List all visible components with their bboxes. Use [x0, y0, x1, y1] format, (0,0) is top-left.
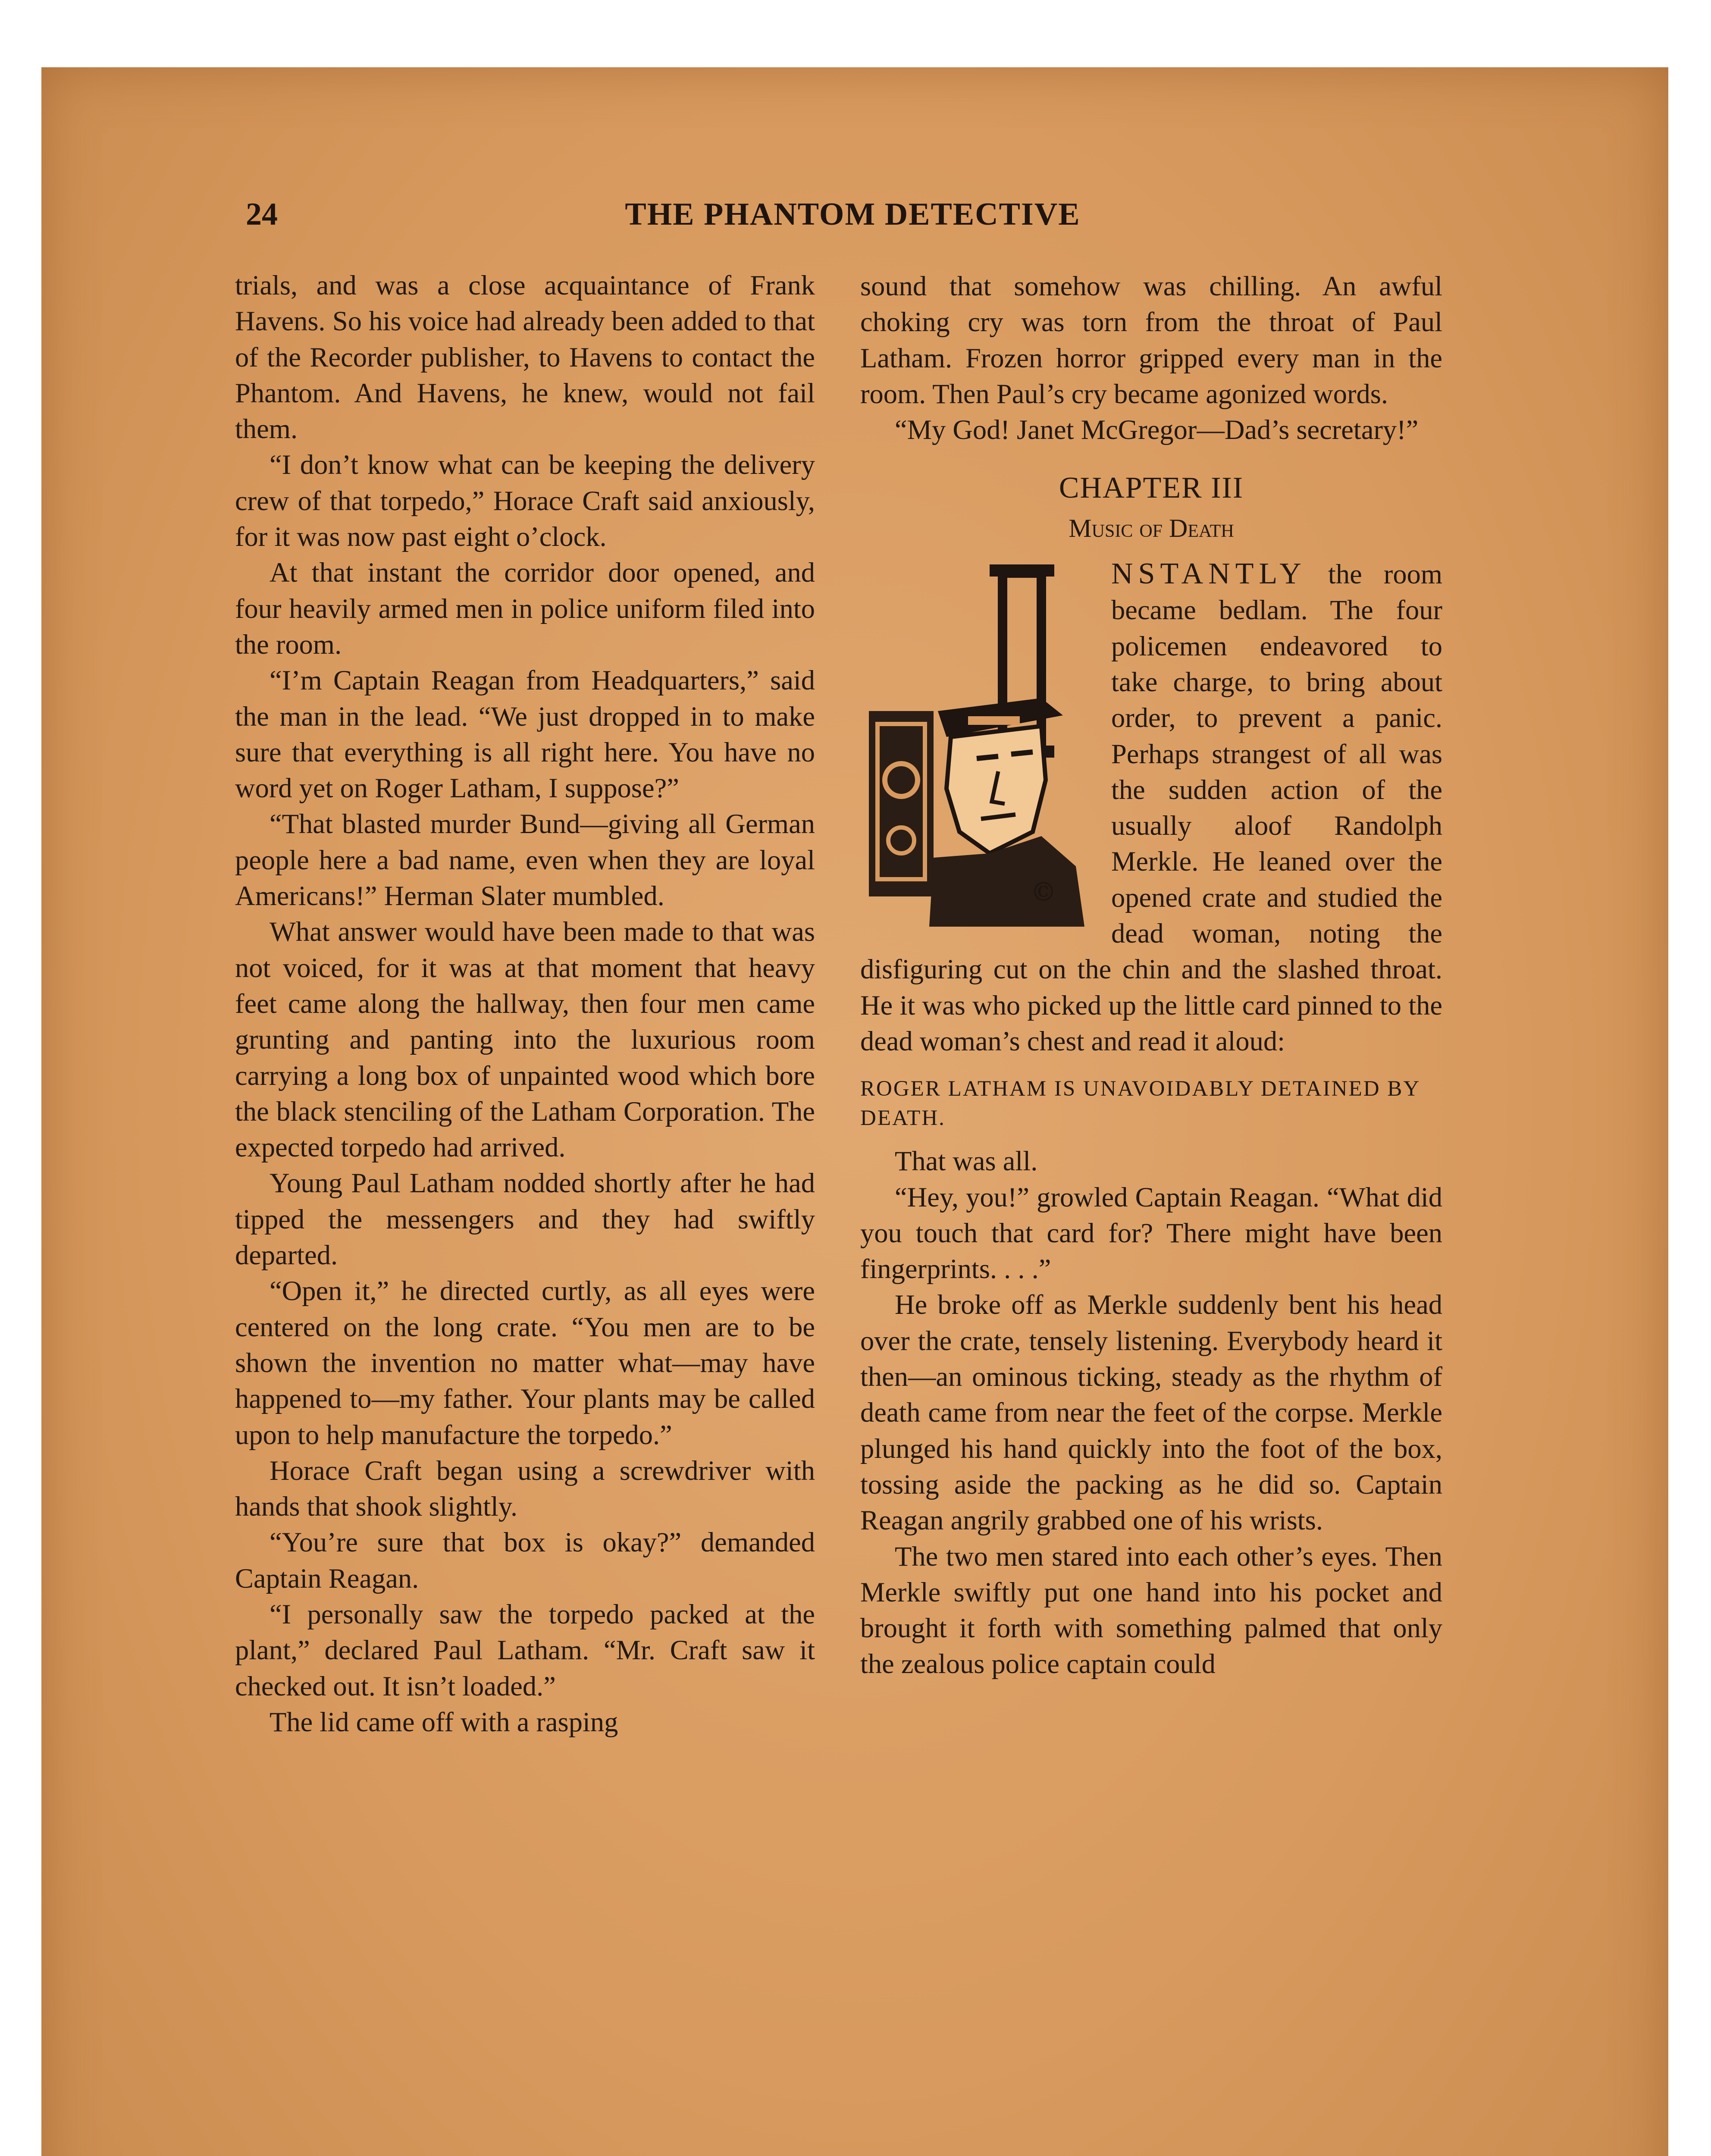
policeman-illustration-icon	[860, 556, 1102, 935]
chapter-opening-word: NSTANTLY	[1111, 557, 1307, 591]
paragraph: The two men stared into each other’s eyes. Then Merkle swiftly put one hand into his pocket and brought it forth with something palmed that only the zealous police captain could	[860, 1541, 1442, 1680]
paragraph: “That blasted murder Bund—giving all German people here a bad name, even when they are loyal Americans!” Herman Slater mumbled.	[235, 808, 815, 912]
paragraph: “Open it,” he directed curtly, as all eyes were centered on the long crate. “You men are to be shown the invention no matter what—may have happened to—my father. Your plants may be called upon to help manufacture the torpedo.”	[235, 1275, 815, 1450]
left-column	[235, 267, 815, 1740]
paragraph: “I don’t know what can be keeping the delivery crew of that torpedo,” Horace Craft said anxiously, for it was now past eight o’clock.	[235, 449, 815, 552]
paragraph: “I’m Captain Reagan from Headquarters,” said the man in the lead. “We just dropped in to make sure that everything is all right here. You have no word yet on Roger Latham, I suppose?”	[235, 665, 815, 804]
chapter-opening-text: the room became bedlam. The four policemen endeavored to take charge, to bring about order, to prevent a panic. Perhaps strangest of all was the sudden action of the usually aloof Randolph Merkle. He leaned over the opened crate and studied the dead woman, noting the disfiguring cut on the chin and the slashed throat. He it was who picked up the little card pinned to the dead woman’s chest and read it aloud:	[860, 559, 1442, 1056]
page-number: 24	[246, 197, 278, 232]
paragraph: Young Paul Latham nodded shortly after he had tipped the messengers and they had swiftly departed.	[235, 1168, 815, 1271]
svg-text:©: ©	[1031, 877, 1056, 908]
right-column	[860, 268, 1442, 1682]
paragraph: “My God! Janet McGregor—Dad’s secretary!”	[895, 414, 1419, 445]
paragraph: “I personally saw the torpedo packed at the plant,” declared Paul Latham. “Mr. Craft saw it checked out. It isn’t loaded.”	[235, 1598, 815, 1702]
chapter-number: CHAPTER III	[1059, 471, 1244, 505]
paragraph: Horace Craft began using a screwdriver with hands that shook slightly.	[235, 1455, 815, 1522]
paragraph: He broke off as Merkle suddenly bent his head over the crate, tensely listening. Everybody heard it then—an ominous ticking, steady as the rhythm of death came from near the feet of the corpse. Merkle plunged his hand quickly into the foot of the box, tossing aside the packing as he did so. Captain Reagan angrily grabbed one of his wrists.	[860, 1289, 1442, 1536]
paragraph: sound that somehow was chilling. An awful choking cry was torn from the throat of Paul Latham. Frozen horror gripped every man in the room. Then Paul’s cry became agonized words.	[860, 271, 1442, 409]
running-header	[246, 188, 1460, 235]
card-notice: ROGER LATHAM IS UNAVOIDABLY DETAINED BY DEATH.	[860, 1077, 1420, 1131]
chapter-opening-paragraph	[860, 556, 1442, 1059]
paragraph: “Hey, you!” growled Captain Reagan. “What did you touch that card for? There might have been fingerprints. . . .”	[860, 1181, 1442, 1285]
paragraph: That was all.	[895, 1146, 1038, 1177]
paragraph: What answer would have been made to that was not voiced, for it was at that moment that heavy feet came along the hallway, then four men came grunting and panting into the luxurious room carrying a long box of unpainted wood which bore the black stenciling of the Latham Corporation. The expected torpedo had arrived.	[235, 916, 815, 1163]
chapter-title: Music of Death	[1069, 514, 1234, 542]
paragraph: The lid came off with a rasping	[269, 1706, 618, 1737]
paragraph: At that instant the corridor door opened, and four heavily armed men in police uniform filed into the room.	[235, 557, 815, 660]
running-title: THE PHANTOM DETECTIVE	[625, 197, 1081, 232]
paragraph: trials, and was a close acquaintance of Frank Havens. So his voice had already been added to that of the Recorder publisher, to Havens to contact the Phantom. And Havens, he knew, would not fail them.	[235, 270, 815, 445]
illustrated-drop-cap	[860, 556, 1102, 935]
paragraph: “You’re sure that box is okay?” demanded Captain Reagan.	[235, 1527, 815, 1594]
